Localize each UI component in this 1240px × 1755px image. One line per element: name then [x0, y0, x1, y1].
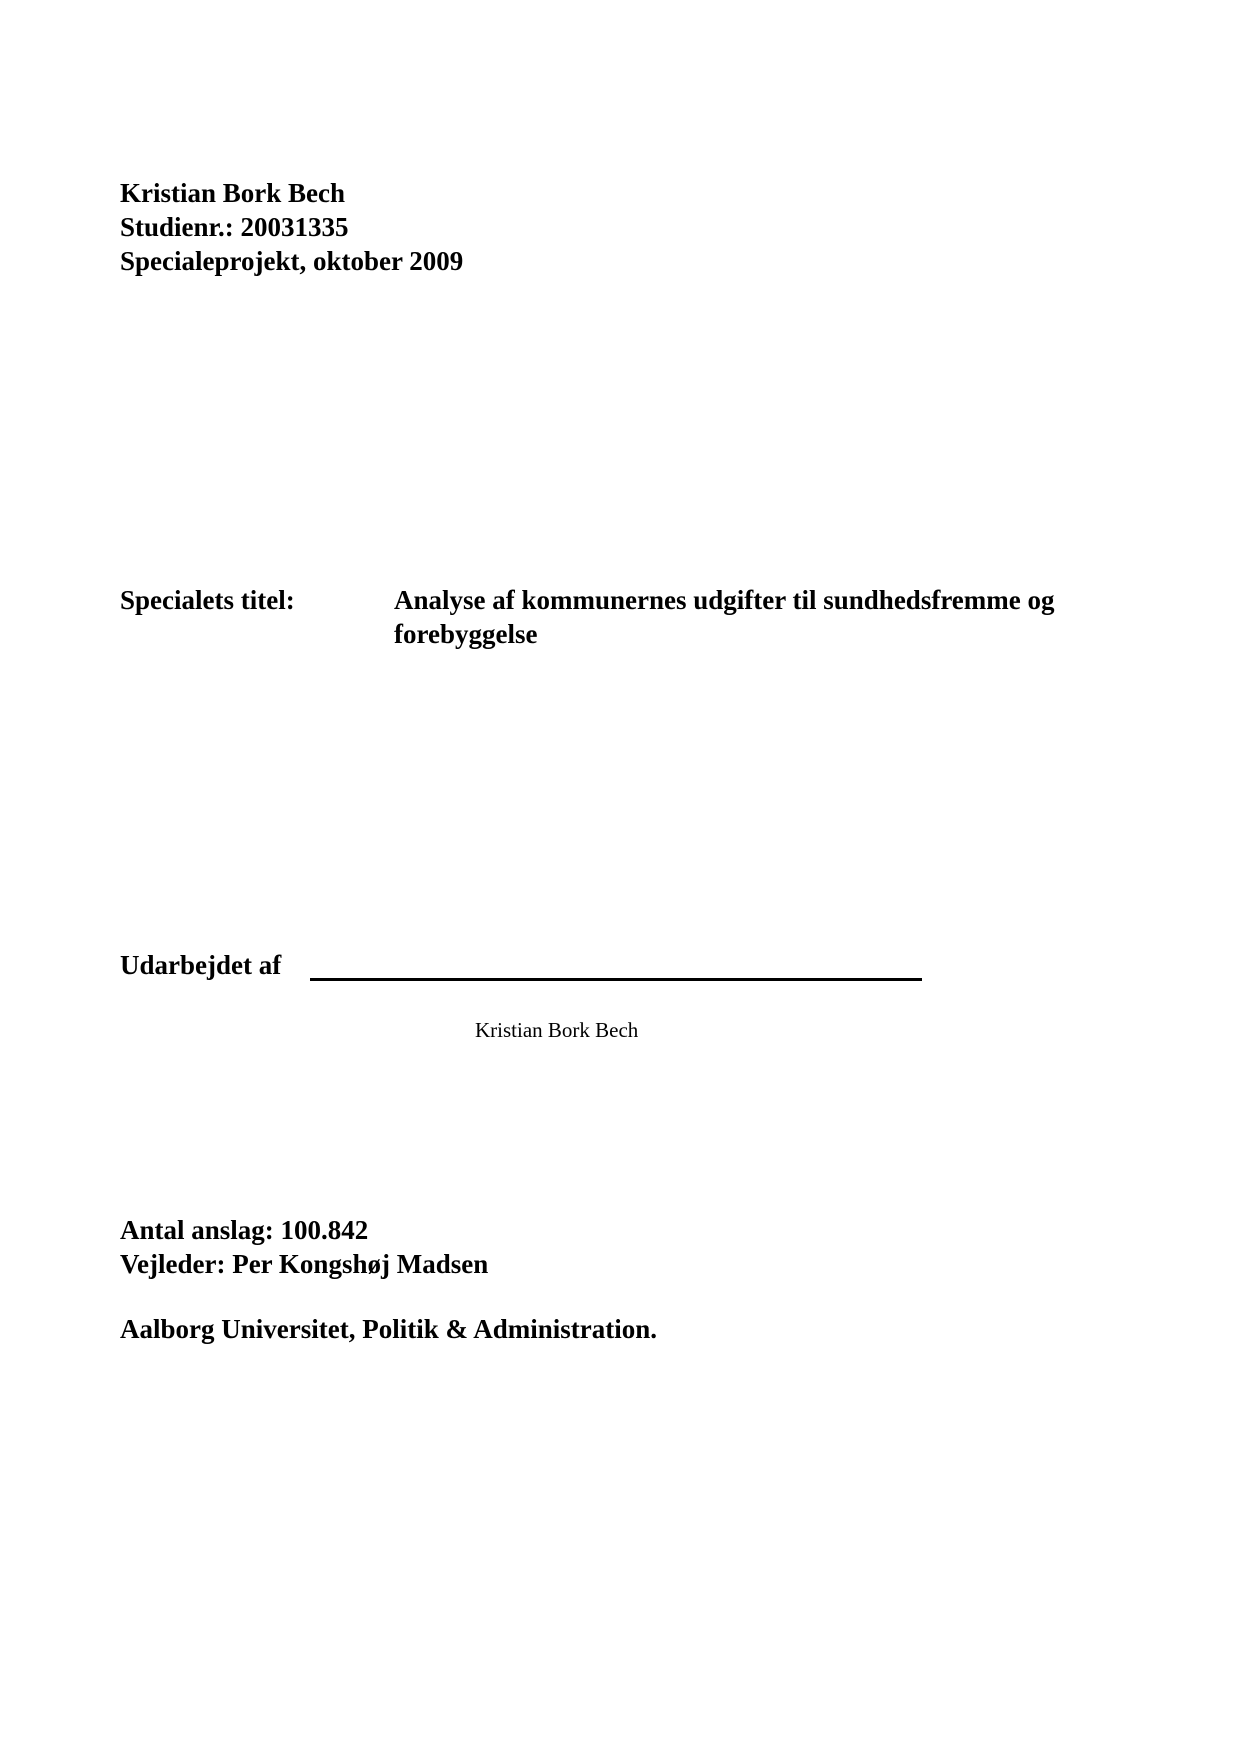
student-number: Studienr.: 20031335 — [120, 212, 349, 242]
institution: Aalborg Universitet, Politik & Administration. — [120, 1314, 657, 1344]
character-count: Antal anslag: 100.842 — [120, 1215, 369, 1245]
thesis-title-label: Specialets titel: — [120, 585, 295, 615]
supervisor: Vejleder: Per Kongshøj Madsen — [120, 1249, 489, 1279]
signature-name: Kristian Bork Bech — [475, 1018, 639, 1042]
thesis-title-line-2: forebyggelse — [394, 619, 538, 649]
project-date: Specialeprojekt, oktober 2009 — [120, 246, 464, 276]
thesis-title-line-1: Analyse af kommunernes udgifter til sundhedsfremme og — [394, 585, 1055, 615]
prepared-by-label: Udarbejdet af — [120, 950, 282, 980]
signature-line — [310, 978, 922, 981]
author-name: Kristian Bork Bech — [120, 178, 346, 208]
